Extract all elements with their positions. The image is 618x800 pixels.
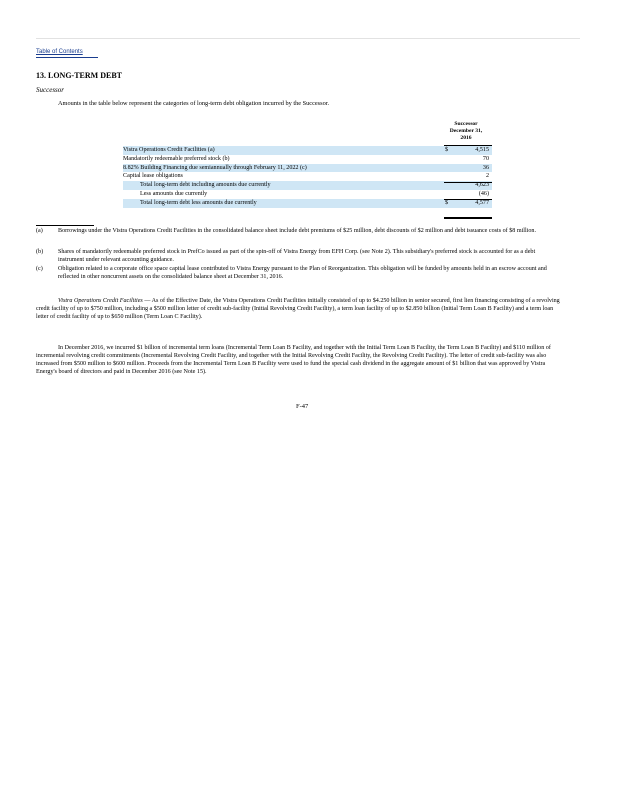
row-label: Vistra Operations Credit Facilities (a) (123, 147, 215, 153)
footnote (36, 249, 556, 264)
intro-text: Amounts in the table below represent the categories of long-term debt obligation incurred by the Successor. (58, 100, 330, 107)
row-value: 2 (485, 173, 489, 180)
table-of-contents-link[interactable]: Table of Contents (36, 49, 83, 55)
debt-table (123, 146, 492, 208)
page-number: F-47 (296, 403, 309, 410)
column-header-line: 2016 (460, 135, 472, 141)
header-divider (36, 38, 580, 39)
row-label: Less amounts due currently (140, 190, 208, 197)
table-row-subtotal (123, 181, 492, 190)
row-value: 70 (482, 155, 489, 162)
row-value: 4,623 (475, 182, 489, 189)
subtotal-rule (444, 182, 492, 183)
table-row (123, 146, 492, 155)
footnote-marker: (b) (36, 249, 44, 255)
footnote-text: Borrowings under the Vistra Operations Credit Facilities in the consolidated balance sheet include debt premiums of $25 million, debt discounts of $2 million and debt issuance costs of $8 million. (58, 228, 536, 234)
paragraph-text: In December 2016, we incurred $1 billion of incremental term loans (Incremental Term Loan B Facility, and together with the Initial Term Loan B Facility, the Term Loan B Facility) and $110 million of incremental revolving credit commitments (Incremental Revolving Credit Facility, and together with the Initial Revolving Credit Facility, the Revolving Credit Facility). The letter of credit sub-facility was also increased from $500 million to $600 million. Proceeds from the Incremental Term Loan B Facility were used to fund the special cash dividend in the aggregate amount of $1 billion that was approved by Vistra Energy's board of directors and paid in December 2016 (see Note 15). (36, 345, 551, 375)
row-label: Total long-term debt less amounts due currently (140, 199, 257, 206)
column-header-line: Successor (454, 121, 478, 127)
footnote-marker: (a) (36, 228, 43, 234)
paragraph-text: — As of the Effective Date, the Vistra Operations Credit Facilities initially consisted of up to $4.250 billion in senior secured, first lien financing consisting of a revolving credit facility of up to $750 million, including a $500 million letter of credit sub-facility (Initial Revolving Credit Facility), a term loan facility of up to $2.850 billion (Initial Term Loan B Facility) and a term loan letter of credit facility of up to $650 million (Term Loan C Facility). (36, 298, 560, 320)
row-value: 4,515 (475, 147, 489, 153)
footnote (36, 266, 556, 281)
incremental-loans-paragraph (36, 344, 560, 376)
footnote-text: Obligation related to a corporate office space capital lease contributed to Vistra Energy pursuant to the Plan of Reorganization. This obligation will be funded by amounts held in an escrow account and reflected in other noncurrent assets on the consolidated balance sheet at December 31, 2016. (58, 266, 547, 280)
table-row (123, 155, 492, 164)
toc-link-underline (36, 57, 98, 58)
row-label: Total long-term debt including amounts due currently (140, 182, 271, 189)
footnote (36, 228, 556, 236)
currency-symbol: $ (445, 199, 449, 206)
row-value: 4,577 (475, 199, 489, 206)
table-row-total (123, 199, 492, 208)
table-row (123, 190, 492, 199)
section-title: 13. LONG-TERM DEBT (36, 71, 123, 80)
row-label: 8.82% Building Financing due semiannually through February 11, 2022 (c) (123, 164, 307, 171)
row-value: (46) (478, 190, 489, 197)
footnote-text: Shares of mandatorily redeemable preferred stock in PrefCo issued as part of the spin-off of Vistra Energy from EFH Corp. (see Note 2). This subsidiary's preferred stock is accounted for as a debt instrument under relevant accounting guidance. (58, 249, 536, 263)
paragraph-lead: Vistra Operations Credit Facilities (58, 298, 143, 304)
currency-symbol: $ (445, 147, 449, 153)
footnote-divider (36, 225, 94, 226)
row-label: Capital lease obligations (123, 173, 183, 180)
footnote-marker: (c) (36, 266, 43, 272)
table-row (123, 164, 492, 173)
column-header (440, 121, 492, 142)
table-row (123, 172, 492, 181)
credit-facilities-paragraph (36, 297, 560, 321)
row-label: Mandatorily redeemable preferred stock (b) (123, 155, 230, 162)
total-double-rule (444, 218, 492, 219)
column-header-line: December 31, (449, 128, 483, 134)
total-rule (444, 199, 492, 200)
section-subtitle: Successor (36, 86, 64, 94)
row-value: 36 (482, 164, 489, 171)
